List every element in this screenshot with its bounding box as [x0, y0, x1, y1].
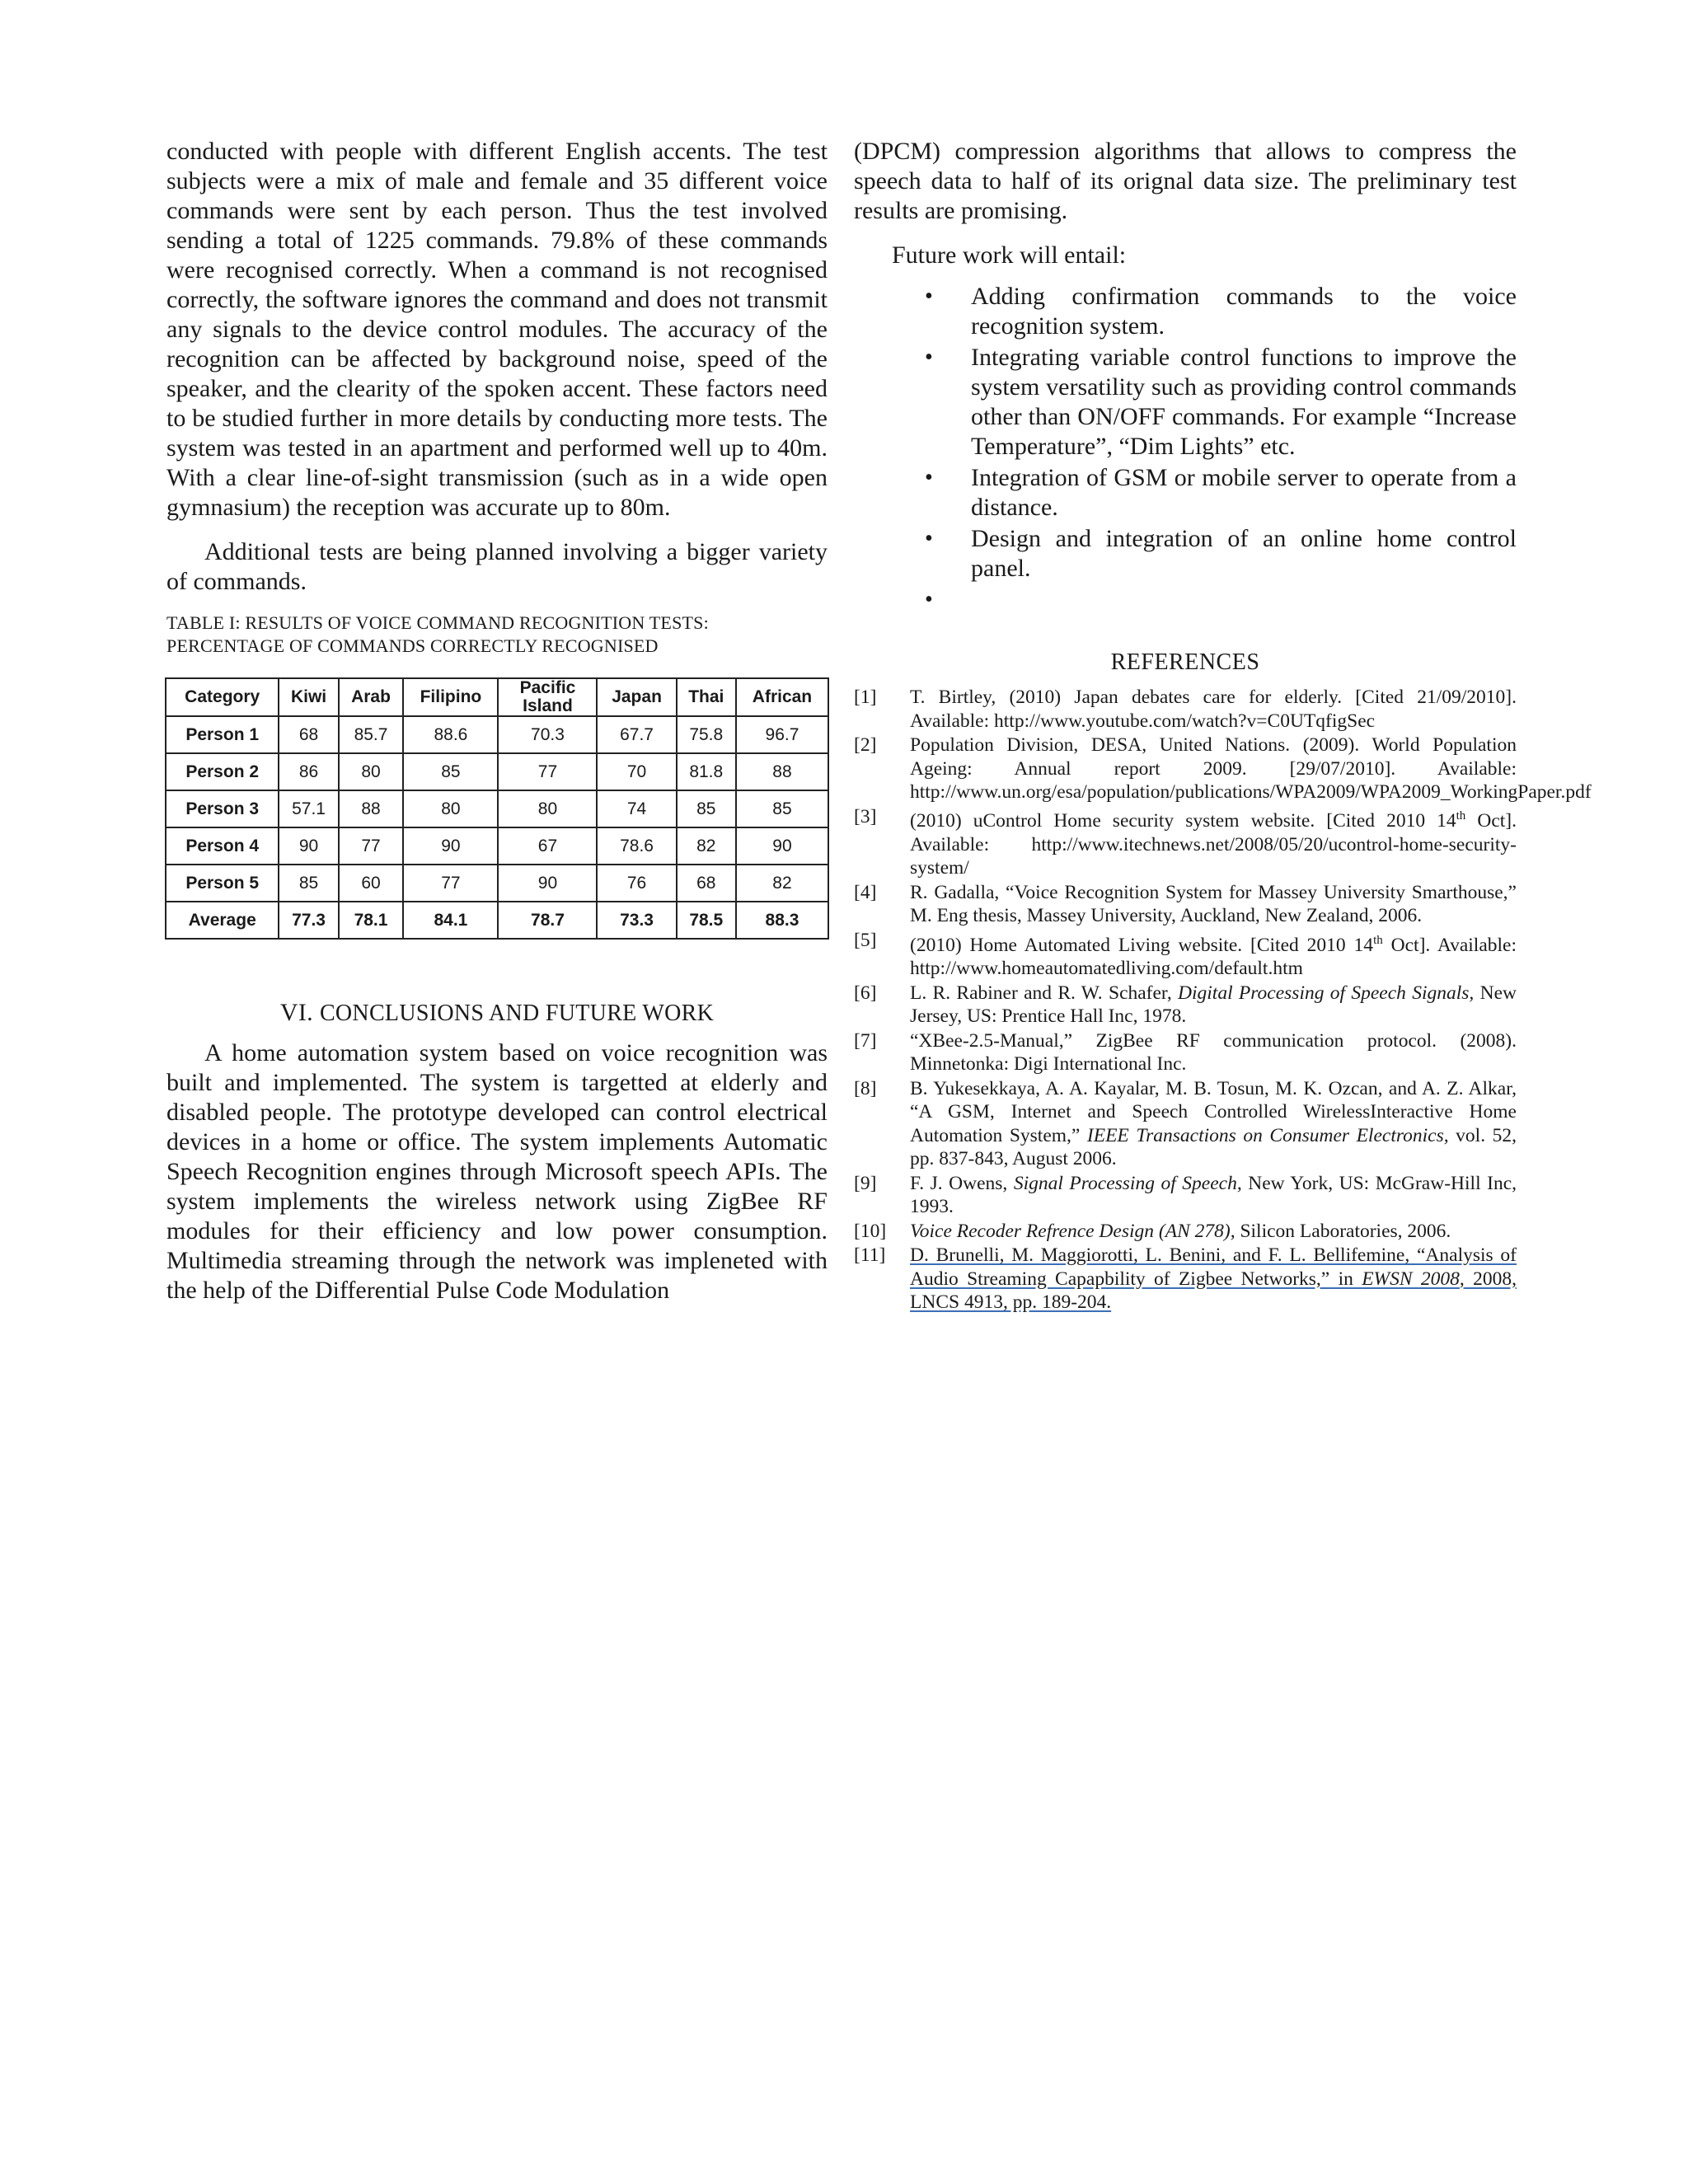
left-column [166, 137, 828, 1305]
reference-text [910, 1078, 1517, 1170]
table-cell: 85 [279, 865, 338, 902]
future-work-item-text: Design and integration of an online home control panel. [971, 525, 1517, 582]
table-row-label: Person 3 [166, 790, 279, 827]
table-cell: 67 [498, 827, 597, 865]
bullet-icon: • [925, 465, 933, 490]
table-row [166, 865, 828, 902]
reference-link[interactable] [910, 1244, 1517, 1313]
table-header-cell: African [736, 678, 828, 716]
reference-number: [11] [854, 1244, 886, 1267]
table-cell: 85 [677, 790, 736, 827]
table-cell: 88 [339, 790, 404, 827]
reference-list [854, 686, 1592, 1315]
body-paragraph: conducted with people with different English accents. The test subjects were a mix of male and female and 35 different voice commands were sent by each person. Thus the test involved sending a total of 1225 commands. 79.8% of these commands were recognised correctly. When a command is not recognised correctly, the software ignores the command and does not transmit any signals to the device control modules. The accuracy of the recognition can be affected by background noise, speed of the speaker, and the clearity of the spoken accent. These factors need to be studied further in more details by conducting more tests. The system was tested in an apartment and performed well up to 40m. With a clear line-of-sight transmission (such as in a wide open gymnasium) the reception was accurate up to 80m. [166, 138, 828, 521]
table-cell: 78.6 [597, 827, 676, 865]
table-cell: 76 [597, 865, 676, 902]
reference-body: Oct]. Available: http://www.itechnews.net/2008/05/20/ucontrol-home-security-system/ [910, 810, 1517, 879]
table-row [166, 716, 828, 753]
table-cell: 77 [339, 827, 404, 865]
table-cell: 90 [736, 827, 828, 865]
future-work-intro: Future work will entail: [892, 241, 1127, 269]
table-cell: 78.5 [677, 902, 736, 939]
reference-body: L. R. Rabiner and R. W. Schafer, [910, 982, 1179, 1004]
reference-superscript: th [1373, 933, 1383, 947]
table-cell: 57.1 [279, 790, 338, 827]
reference-body: D. Brunelli, M. Maggiorotti, L. Benini, and F. L. Bellifemine, “Analysis of Audio Streaming Capapbility of Zigbee Networks,” in [910, 1244, 1517, 1290]
table-caption-text: TABLE I: RESULTS OF VOICE COMMAND RECOGNITION TESTS: PERCENTAGE OF COMMANDS CORRECTLY RECOGNISED [166, 612, 709, 656]
future-work-item-text: Integration of GSM or mobile server to operate from a distance. [971, 464, 1517, 521]
table-cell: 84.1 [403, 902, 498, 939]
table-cell: 81.8 [677, 753, 736, 790]
table-row-label: Person 5 [166, 865, 279, 902]
reference-number: [6] [854, 982, 877, 1004]
table-average-row [166, 902, 828, 939]
future-work-item [854, 585, 1517, 615]
table-header-cell: Filipino [403, 678, 498, 716]
table-cell: 78.7 [498, 902, 597, 939]
reference-text [910, 1030, 1517, 1076]
table-header-cell: Japan [597, 678, 676, 716]
table-cell: 68 [677, 865, 736, 902]
section-number: VI. [279, 999, 313, 1026]
reference-item [854, 929, 1517, 981]
reference-text [910, 687, 1517, 732]
reference-body: New York, US: McGraw-Hill Inc, 1993. [910, 1172, 1517, 1218]
future-work-item [854, 524, 1517, 583]
reference-text [910, 882, 1517, 927]
table-header-cell: Kiwi [279, 678, 338, 716]
reference-text [910, 982, 1517, 1028]
table-cell: 70.3 [498, 716, 597, 753]
table-cell: 67.7 [597, 716, 676, 753]
table-cell: 90 [279, 827, 338, 865]
table-body [166, 716, 828, 939]
references-heading [854, 649, 1517, 676]
reference-item [854, 1077, 1517, 1171]
reference-number: [3] [854, 805, 877, 827]
reference-body: (2010) uControl Home security system website. [Cited 2010 14 [910, 810, 1456, 832]
references-heading-text: REFERENCES [1110, 649, 1260, 675]
reference-number: [7] [854, 1029, 877, 1052]
reference-body: Population Division, DESA, United Nations. (2009). World Population Ageing: Annual report 2009. [29/07/2010]. Available: http://www.un.org/esa/population/publications/WPA2009/WPA2009_WorkingPaper.pdf [910, 734, 1592, 803]
table-cell: 82 [736, 865, 828, 902]
table-cell: 77 [403, 865, 498, 902]
reference-item [854, 1029, 1517, 1076]
reference-number: [1] [854, 687, 877, 708]
table-cell: 60 [339, 865, 404, 902]
reference-number: [2] [854, 734, 877, 756]
table-cell: 82 [677, 827, 736, 865]
body-paragraph: Additional tests are being planned involving a bigger variety of commands. [166, 538, 828, 595]
table-row-label: Person 1 [166, 716, 279, 753]
table-cell: 90 [403, 827, 498, 865]
table-cell: 75.8 [677, 716, 736, 753]
table-cell: 80 [339, 753, 404, 790]
table-cell: 85.7 [339, 716, 404, 753]
table-cell: 86 [279, 753, 338, 790]
reference-item [854, 805, 1517, 880]
reference-body: Silicon Laboratories, 2006. [1235, 1220, 1451, 1242]
reference-body: (2010) Home Automated Living website. [Cited 2010 14 [910, 934, 1374, 956]
table-cell: 96.7 [736, 716, 828, 753]
table-cell: 74 [597, 790, 676, 827]
future-work-item-text: Adding confirmation commands to the voice recognition system. [971, 283, 1517, 340]
reference-body: New Jersey, US: Prentice Hall Inc, 1978. [910, 982, 1517, 1028]
reference-number: [5] [854, 929, 877, 951]
reference-body: T. Birtley, (2010) Japan debates care for elderly. [Cited 21/09/2010]. Available: http://www.youtube.com/watch?v=C0UTqfigSec [910, 687, 1517, 732]
section-heading [166, 999, 828, 1027]
reference-number: [4] [854, 881, 877, 903]
table-cell: 88.6 [403, 716, 498, 753]
table-cell: 70 [597, 753, 676, 790]
reference-text [910, 1173, 1517, 1218]
table-cell: 80 [498, 790, 597, 827]
table-cell: 88 [736, 753, 828, 790]
reference-item [854, 881, 1517, 928]
table-row-label: Person 4 [166, 827, 279, 865]
table-cell: 85 [736, 790, 828, 827]
bullet-icon: • [925, 344, 933, 370]
table-row [166, 753, 828, 790]
table-cell: 78.1 [339, 902, 404, 939]
reference-text [910, 734, 1592, 803]
reference-item [854, 733, 1592, 804]
reference-italic-title: Voice Recoder Refrence Design (AN 278), [910, 1220, 1236, 1242]
reference-item [854, 1172, 1517, 1219]
reference-italic-title: EWSN 2008 [1362, 1268, 1460, 1290]
table-caption [166, 612, 828, 658]
reference-body: Oct]. Available: http://www.homeautomatedliving.com/default.htm [910, 934, 1517, 980]
table-header-cell: Thai [677, 678, 736, 716]
bullet-icon: • [925, 284, 933, 309]
results-table [165, 677, 829, 940]
table-cell: 77.3 [279, 902, 338, 939]
table-header-cell: Arab [339, 678, 404, 716]
table-header-cell: Pacific Island [498, 678, 597, 716]
table-row-label: Person 2 [166, 753, 279, 790]
table-cell: 85 [403, 753, 498, 790]
body-paragraph: A home automation system based on voice recognition was built and implemented. The system is targetted at elderly and disabled people. The prototype developed can control electrical devices in a home or office. The system implements Automatic Speech Recognition engines through Microsoft speech APIs. The system implements the wireless network using ZigBee RF modules for their efficiency and low power consumption. Multimedia streaming through the network was impleneted with the help of the Differential Pulse Code Modulation [166, 1039, 828, 1304]
reference-item [854, 1220, 1517, 1244]
reference-number: [9] [854, 1172, 877, 1194]
reference-body: , 2008, LNCS 4913, pp. 189-204. [910, 1268, 1517, 1314]
body-paragraph: (DPCM) compression algorithms that allows to compress the speech data to half of its orignal data size. The preliminary test results are promising. [854, 138, 1517, 224]
table-cell: 90 [498, 865, 597, 902]
table-cell: 68 [279, 716, 338, 753]
reference-body: “XBee-2.5-Manual,” ZigBee RF communication protocol. (2008). Minnetonka: Digi International Inc. [910, 1029, 1517, 1076]
future-work-item [854, 282, 1517, 341]
reference-superscript: th [1456, 809, 1466, 823]
table-header-cell: Category [166, 678, 279, 716]
table-cell: 88.3 [736, 902, 828, 939]
future-work-item [854, 343, 1517, 462]
section-title: CONCLUSIONS AND FUTURE WORK [319, 1001, 715, 1026]
right-column [854, 137, 1592, 1315]
future-work-list [854, 282, 1517, 615]
table-cell: 77 [498, 753, 597, 790]
bullet-icon: • [925, 587, 933, 612]
reference-body: F. J. Owens, [910, 1172, 1014, 1194]
reference-item[interactable] [854, 1244, 1517, 1315]
future-work-item [854, 463, 1517, 523]
future-work-item-text: Integrating variable control functions to improve the system versatility such as providing control commands other than ON/OFF commands. For example “Increase Temperature”, “Dim Lights” etc. [971, 344, 1517, 460]
table-row [166, 827, 828, 865]
bullet-icon: • [925, 526, 933, 551]
reference-body: vol. 52, pp. 837-843, August 2006. [910, 1124, 1517, 1170]
reference-number: [10] [854, 1220, 887, 1242]
table-row-label: Average [166, 902, 279, 939]
table-row [166, 790, 828, 827]
reference-text [910, 1221, 1451, 1242]
reference-item [854, 982, 1517, 1029]
reference-text [910, 935, 1517, 980]
reference-body: R. Gadalla, “Voice Recognition System for Massey University Smarthouse,” M. Eng thesis, Massey University, Auckland, New Zealand, 2006. [910, 881, 1517, 927]
reference-body: B. Yukesekkaya, A. A. Kayalar, M. B. Tosun, M. K. Ozcan, and A. Z. Alkar, “A GSM, Internet and Speech Controlled WirelessInteractive Home Automation System,” [910, 1077, 1517, 1146]
reference-italic-title: Signal Processing of Speech, [1013, 1172, 1242, 1194]
table-cell: 80 [403, 790, 498, 827]
table-header-row [166, 678, 828, 716]
reference-number: [8] [854, 1077, 877, 1099]
reference-italic-title: IEEE Transactions on Consumer Electronics, [1086, 1124, 1449, 1146]
reference-text [910, 810, 1517, 879]
reference-italic-title: Digital Processing of Speech Signals, [1178, 982, 1475, 1004]
table-cell: 73.3 [597, 902, 676, 939]
reference-item [854, 686, 1517, 733]
